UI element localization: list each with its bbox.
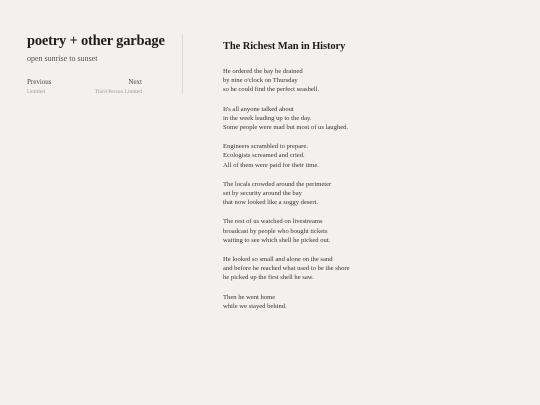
poem-line: he picked up the first shell he saw.	[223, 274, 314, 282]
post-navigation	[27, 78, 142, 96]
poem-line: Some people were mad but most of us laughed.	[223, 124, 349, 132]
poem-line: and before he reached what used to be the shore	[223, 265, 350, 273]
poem-line: while we stayed behind.	[223, 302, 287, 310]
next-post-title[interactable]: Third Person Limited	[94, 89, 142, 95]
sidebar	[27, 33, 165, 96]
poem-line: The locals crowded around the perimeter	[223, 180, 332, 188]
poem-line: The rest of us watched on livestreams	[223, 218, 323, 226]
poem-line: so he could find the perfect seashell.	[223, 86, 320, 94]
next-post-link[interactable]	[95, 78, 142, 96]
poem-line: Ecologists screamed and cried.	[223, 152, 305, 160]
poem-stanza	[223, 180, 513, 208]
previous-post-link[interactable]	[27, 78, 52, 96]
post-article	[223, 40, 513, 321]
blog-tagline: open sunrise to sunset	[27, 54, 98, 63]
next-label[interactable]: Next	[128, 78, 142, 86]
poem-stanza	[223, 255, 513, 283]
poem-line: by nine o'clock on Thursday	[223, 77, 298, 85]
poem-line: waiting to see which shell he picked out.	[223, 236, 331, 244]
poem-stanza	[223, 217, 513, 245]
poem-line: He looked so small and alone on the sand	[223, 256, 333, 264]
poem-body	[223, 67, 513, 311]
poem-stanza	[223, 293, 513, 311]
poem-line: Engineers scrambled to prepare.	[223, 143, 308, 151]
poem-stanza	[223, 142, 513, 170]
poem-line: All of them were paid for their time.	[223, 161, 319, 169]
sidebar-divider	[182, 34, 183, 94]
previous-label[interactable]: Previous	[27, 78, 52, 86]
poem-line: Then he went home	[223, 293, 276, 301]
poem-line: that now looked like a soggy desert.	[223, 199, 319, 207]
poem-line: It's all anyone talked about	[223, 105, 294, 113]
poem-stanza	[223, 105, 513, 133]
poem-stanza	[223, 67, 513, 95]
post-title[interactable]: The Richest Man in History	[223, 41, 346, 52]
previous-post-title[interactable]: Untitled	[27, 89, 46, 95]
poem-line: set by security around the bay	[223, 190, 302, 198]
poem-line: broadcast by people who bought tickets	[223, 227, 328, 235]
poem-line: He ordered the bay be drained	[223, 68, 303, 75]
blog-title[interactable]: poetry + other garbage	[27, 33, 165, 49]
poem-line: in the week leading up to the day.	[223, 114, 312, 122]
